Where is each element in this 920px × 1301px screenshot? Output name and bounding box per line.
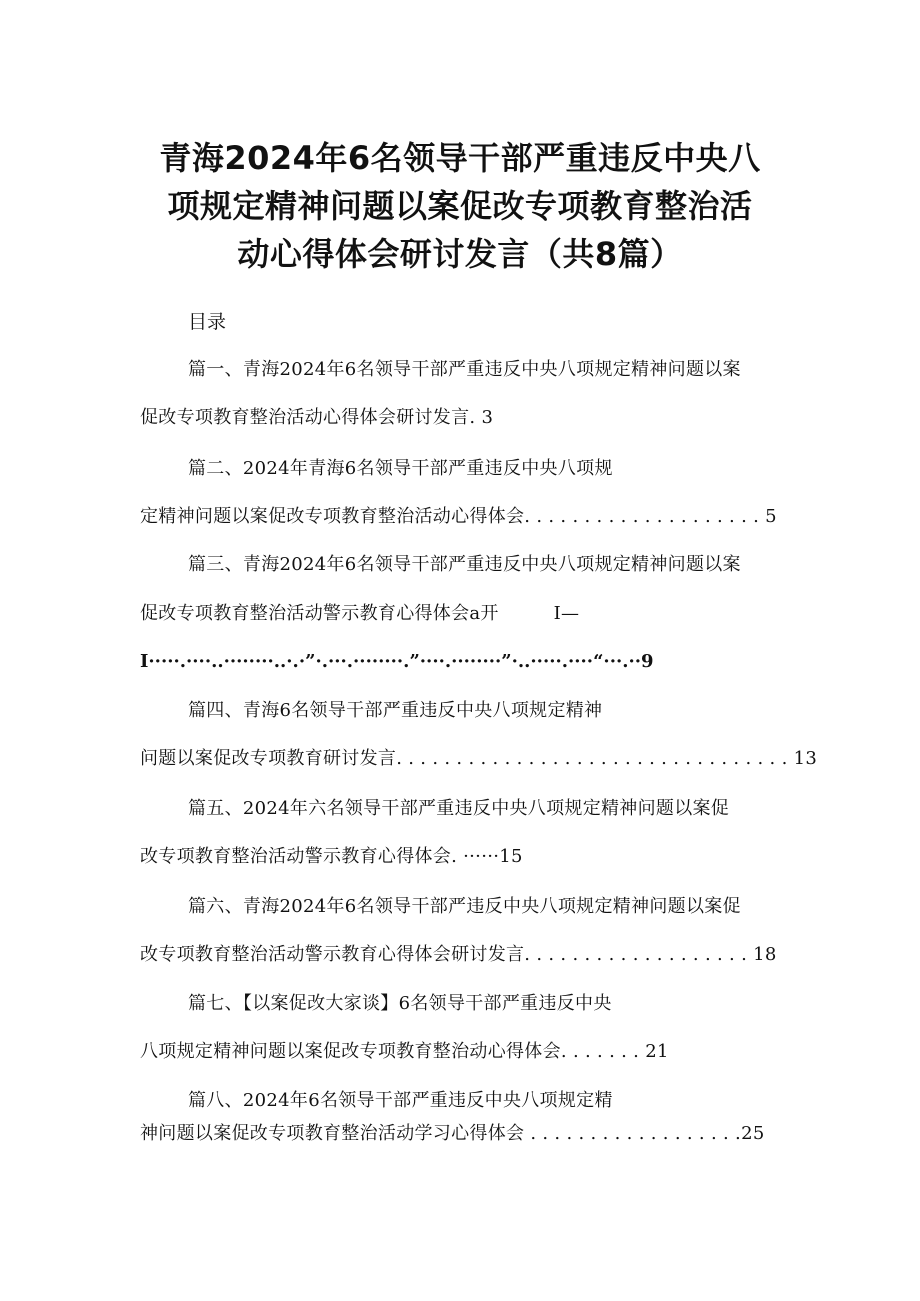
toc-entry-8-line-1: 篇八、2024年6名领导干部严重违反中央八项规定精 — [188, 1090, 613, 1111]
toc-entry-2-line-2: 定精神问题以案促改专项教育整治活动心得体会. . . . . . . . . . . . . . . . . . . . 5 — [140, 506, 777, 527]
toc-entry-1-line-2: 促改专项教育整治活动心得体会研讨发言. 3 — [140, 407, 494, 428]
toc-entry-5-line-2: 改专项教育整治活动警示教育心得体会. ······15 — [140, 846, 523, 867]
toc-entry-5-line-1: 篇五、2024年六名领导干部严重违反中央八项规定精神问题以案促 — [188, 798, 730, 819]
toc-entry-6-line-1: 篇六、青海2024年6名领导干部严违反中央八项规定精神问题以案促 — [188, 896, 741, 917]
toc-entry-7-line-1: 篇七、【以案促改大家谈】6名领导干部严重违反中央 — [188, 993, 612, 1014]
toc-entry-1-line-1: 篇一、青海2024年6名领导干部严重违反中央八项规定精神问题以案 — [188, 359, 741, 380]
document-title-line-1: 青海2024年6名领导干部严重违反中央八 — [159, 139, 761, 177]
toc-entry-6-line-2: 改专项教育整治活动警示教育心得体会研讨发言. . . . . . . . . . . . . . . . . . . 18 — [140, 944, 777, 965]
toc-entry-2-line-1: 篇二、2024年青海6名领导干部严重违反中央八项规 — [188, 458, 613, 479]
toc-heading: 目录 — [188, 311, 227, 333]
document-title-line-3: 动心得体会研讨发言（共8篇） — [237, 235, 683, 273]
toc-entry-8-line-2: 神问题以案促改专项教育整治活动学习心得体会 . . . . . . . . . . . . . . . . . .25 — [140, 1123, 765, 1144]
toc-entry-3-line-3: I·····.····..········..·.·”·.···.········.”····.········”·..·····.····“···.··9 — [140, 651, 654, 672]
toc-entry-3-line-1: 篇三、青海2024年6名领导干部严重违反中央八项规定精神问题以案 — [188, 554, 741, 575]
toc-entry-4-line-2: 问题以案促改专项教育研讨发言. . . . . . . . . . . . . . . . . . . . . . . . . . . . . . . . . 13 — [140, 748, 818, 769]
toc-entry-7-line-2: 八项规定精神问题以案促改专项教育整治动心得体会. . . . . . . 21 — [140, 1041, 669, 1062]
toc-entry-3-line-2: 促改专项教育整治活动警示教育心得体会a开 I— — [140, 603, 580, 624]
toc-entry-4-line-1: 篇四、青海6名领导干部严重违反中央八项规定精神 — [188, 700, 603, 721]
document-title-line-2: 项规定精神问题以案促改专项教育整治活 — [167, 187, 753, 225]
